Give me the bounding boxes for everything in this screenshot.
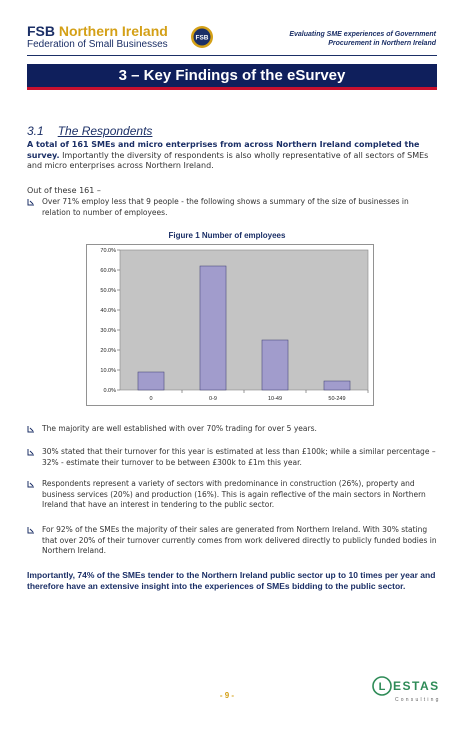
document-title-line1: Evaluating SME experiences of Government [289,31,436,38]
out-of-text: Out of these 161 – [27,186,101,195]
lestas-logo [371,675,454,705]
bar [138,372,164,390]
bullet-text: For 92% of the SMEs the majority of their sales are generated from Northern Ireland. With 30% stating that over 20% of their turnover currently comes from work delivered directly to publicly funded bodies in Northern Ireland. [42,525,437,555]
y-tick-label: 60.0% [100,268,116,274]
bullet-arrow-icon [27,448,35,456]
y-tick-label: 50.0% [100,288,116,294]
section-banner: 3 – Key Findings of the eSurvey [27,64,437,90]
bar [262,340,288,390]
bullet-arrow-icon [27,425,35,433]
intro-bold: A total of 161 SMEs and micro enterprises from across Northern Ireland completed the survey. [27,140,420,160]
bullet-arrow-icon [27,480,35,488]
y-tick-label: 0.0% [103,388,116,394]
y-tick-label: 20.0% [100,348,116,354]
y-tick-label: 10.0% [100,368,116,374]
closing-paragraph: Importantly, 74% of the SMEs tender to the Northern Ireland public sector up to 10 times per year and therefore have an extensive insight into the experiences of SMEs bidding to the public sector. [27,570,436,591]
document-title [246,30,436,48]
subsection-heading [27,124,152,138]
bullet-item [27,447,439,469]
x-tick-label: 0 [149,396,153,402]
document-title-line2a: Procurement in [328,40,380,47]
page-number: - 9 - [219,691,235,700]
bullet-arrow-icon [27,526,35,534]
y-tick-label: 40.0% [100,308,116,314]
y-tick-label: 30.0% [100,328,116,334]
employees-bar-chart [86,244,374,406]
lestas-logo-letter: L [378,681,386,693]
fsb-logo-title [27,24,168,39]
bullet-arrow-icon [27,198,35,206]
bar [324,381,350,390]
bullet-text: The majority are well established with over 70% trading for over 5 years. [42,424,317,433]
figure-title: Figure 1 Number of employees [168,231,286,240]
bullet-item [27,525,439,558]
bullet-text: Over 71% employ less that 9 people - the following shows a summary of the size of businesses in relation to number of employees. [42,197,409,217]
seal-text: FSB [195,34,209,42]
x-tick-label: 0-9 [209,396,217,402]
subsection-number: 3.1 [27,124,44,138]
x-tick-label: 50-249 [328,396,346,402]
bullet-item [27,197,439,219]
intro-paragraph [27,140,437,172]
bar [200,266,226,390]
bullet-text: 30% stated that their turnover for this year is estimated at less than £100k; while a similar percentage – 32% - estimate their turnover to be between £300k to £1m this year. [42,447,436,467]
plot-area [120,250,368,390]
lestas-logo-tagline: Consulting [395,697,441,703]
fsb-logo-fsb: FSB [27,23,55,39]
document-title-line2 [246,39,436,48]
lestas-logo-name: ESTAS [393,679,440,693]
fsb-logo-subtitle: Federation of Small Businesses [27,39,168,50]
header-rule [27,55,437,56]
bullet-item [27,479,439,512]
bullet-item [27,424,439,436]
fsb-seal-icon [190,25,214,49]
y-tick-label: 70.0% [100,248,116,254]
x-tick-label: 10-49 [267,396,283,402]
subsection-title: The Respondents [57,124,153,138]
intro-rest: Importantly the diversity of respondents is also wholly representative of all sectors of SMEs and micro enterprises across Northern Ireland. [27,150,429,170]
bullet-text: Respondents represent a variety of sectors with predominance in construction (26%), property and business services (20%) and production (16%). This is again reflective of the main sectors in Northern Ireland that have an interest in tendering to the public sector. [42,479,426,509]
document-title-line2b: Northern Ireland [381,40,436,47]
fsb-logo-ni: Northern Ireland [58,23,168,39]
